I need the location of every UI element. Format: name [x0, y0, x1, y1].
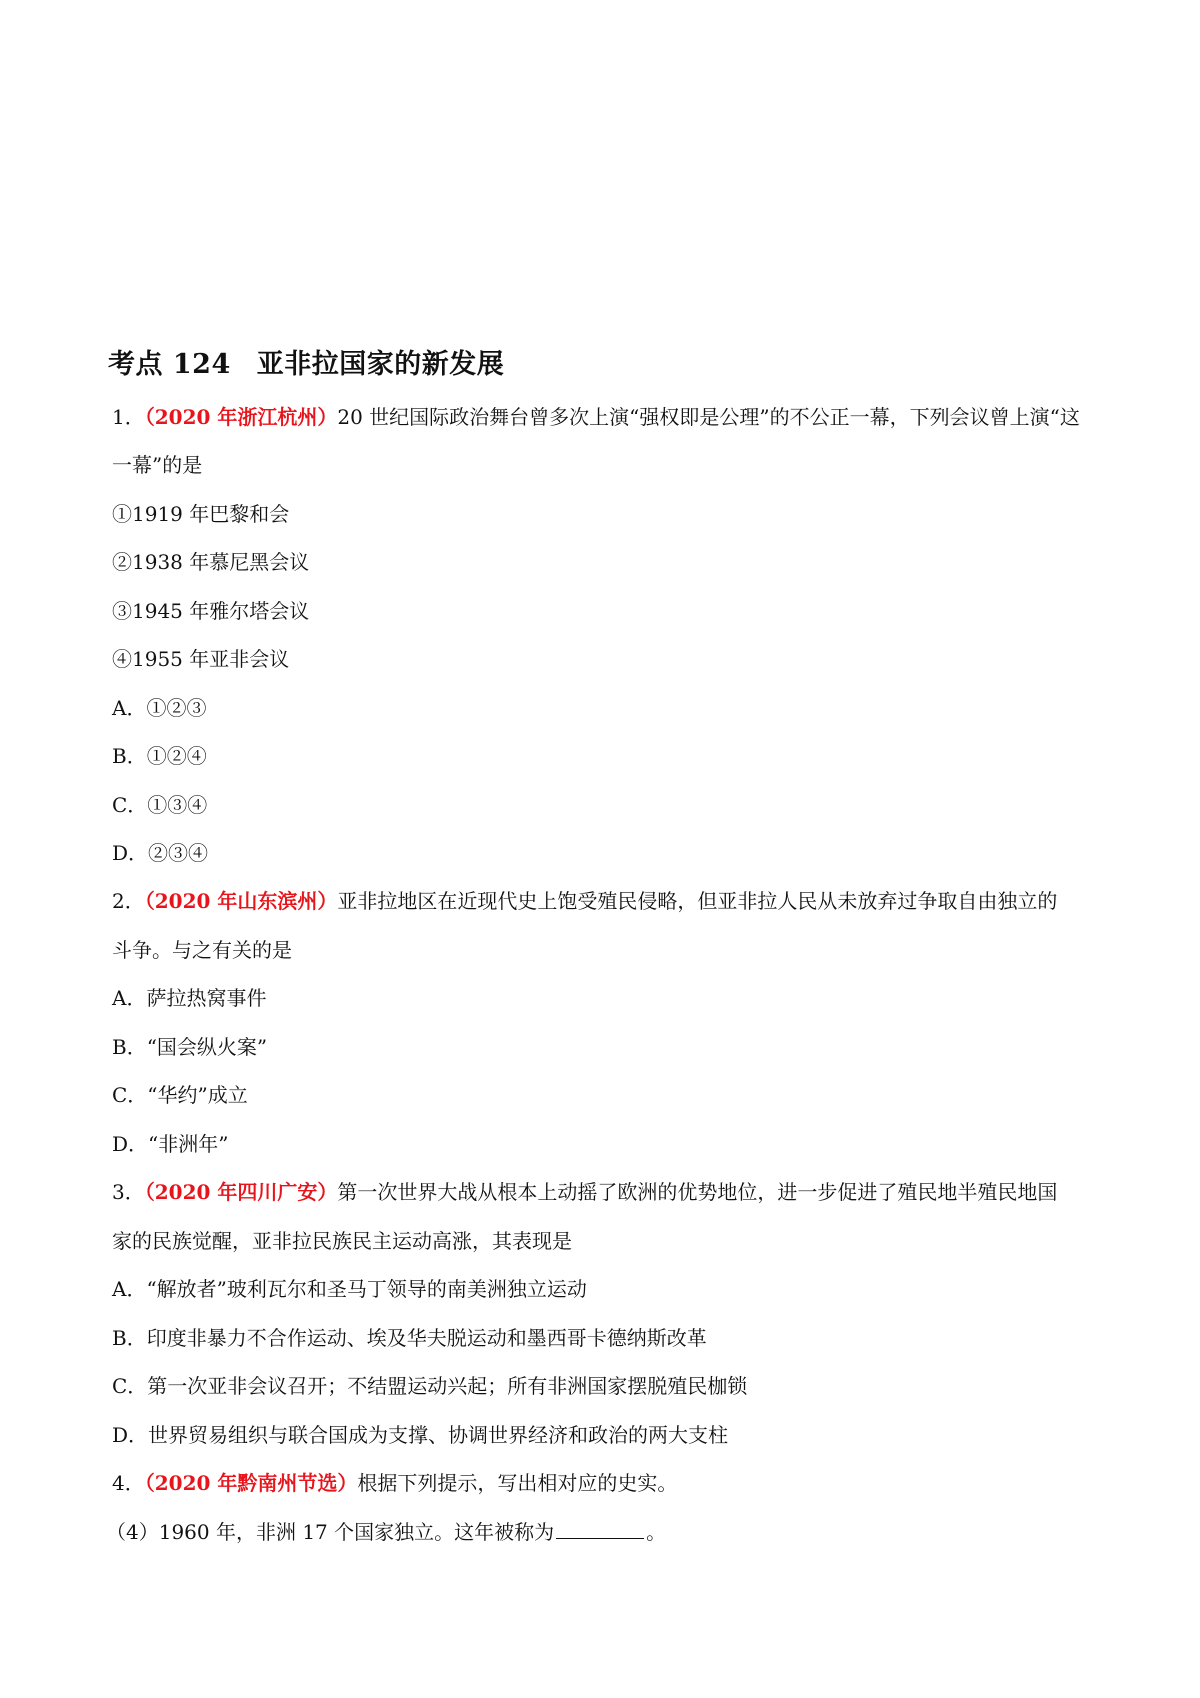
question-1-option-d: D．②③④: [112, 841, 209, 865]
answer-blank[interactable]: [556, 1520, 644, 1539]
question-3-stem-cont: 家的民族觉醒，亚非拉民族民主运动高涨，其表现是: [112, 1229, 572, 1253]
question-1-option-b: B．①②④: [112, 744, 207, 768]
question-text: 根据下列提示，写出相对应的史实。: [357, 1471, 678, 1495]
question-1-option-c: C．①③④: [112, 793, 208, 817]
question-3-option-b: B．印度非暴力不合作运动、埃及华夫脱运动和墨西哥卡德纳斯改革: [112, 1326, 707, 1350]
question-text: 20 世纪国际政治舞台曾多次上演“强权即是公理”的不公正一幕，下列会议曾上演“这: [337, 405, 1080, 429]
question-2-option-d: D．“非洲年”: [112, 1132, 229, 1156]
question-number: 4．: [112, 1471, 145, 1495]
question-1-item: ②1938 年慕尼黑会议: [112, 550, 310, 574]
question-3-option-a: A．“解放者”玻利瓦尔和圣马丁领导的南美洲独立运动: [112, 1277, 587, 1301]
question-source: （2020 年浙江杭州）: [144, 405, 338, 429]
question-3-option-c: C．第一次亚非会议召开；不结盟运动兴起；所有非洲国家摆脱殖民枷锁: [112, 1374, 748, 1398]
subquestion-text: （4）1960 年，非洲 17 个国家独立。这年被称为: [106, 1520, 555, 1544]
question-1-option-a: A．①②③: [112, 696, 207, 720]
question-number: 3．: [112, 1180, 145, 1204]
question-source: （2020 年黔南州节选）: [144, 1471, 358, 1495]
question-number: 1．: [112, 405, 145, 429]
question-1-stem: [112, 402, 1102, 432]
question-text: 第一次世界大战从根本上动摇了欧洲的优势地位，进一步促进了殖民地半殖民地国: [337, 1180, 1058, 1204]
question-source: （2020 年四川广安）: [144, 1180, 338, 1204]
question-2-option-c: C．“华约”成立: [112, 1083, 248, 1107]
question-1-item: ①1919 年巴黎和会: [112, 502, 290, 526]
section-name: 亚非拉国家的新发展: [256, 349, 505, 380]
section-title: [108, 342, 504, 381]
question-2-option-b: B．“国会纵火案”: [112, 1035, 268, 1059]
question-2-stem: [112, 886, 1102, 916]
question-1-item: ④1955 年亚非会议: [112, 647, 290, 671]
question-2-option-a: A．萨拉热窝事件: [112, 986, 267, 1010]
question-3-stem: [112, 1177, 1102, 1207]
section-label: 考点 124: [108, 349, 231, 380]
question-text: 亚非拉地区在近现代史上饱受殖民侵略，但亚非拉人民从未放弃过争取自由独立的: [337, 889, 1058, 913]
question-2-stem-cont: 斗争。与之有关的是: [112, 938, 292, 962]
question-4-stem: [112, 1468, 1102, 1498]
question-number: 2．: [112, 889, 145, 913]
question-1-item: ③1945 年雅尔塔会议: [112, 599, 310, 623]
subquestion-end: 。: [646, 1520, 667, 1544]
question-3-option-d: D．世界贸易组织与联合国成为支撑、协调世界经济和政治的两大支柱: [112, 1423, 729, 1447]
question-1-stem-cont: 一幕”的是: [112, 453, 203, 477]
question-source: （2020 年山东滨州）: [144, 889, 338, 913]
question-4-subquestion: [106, 1517, 1096, 1547]
